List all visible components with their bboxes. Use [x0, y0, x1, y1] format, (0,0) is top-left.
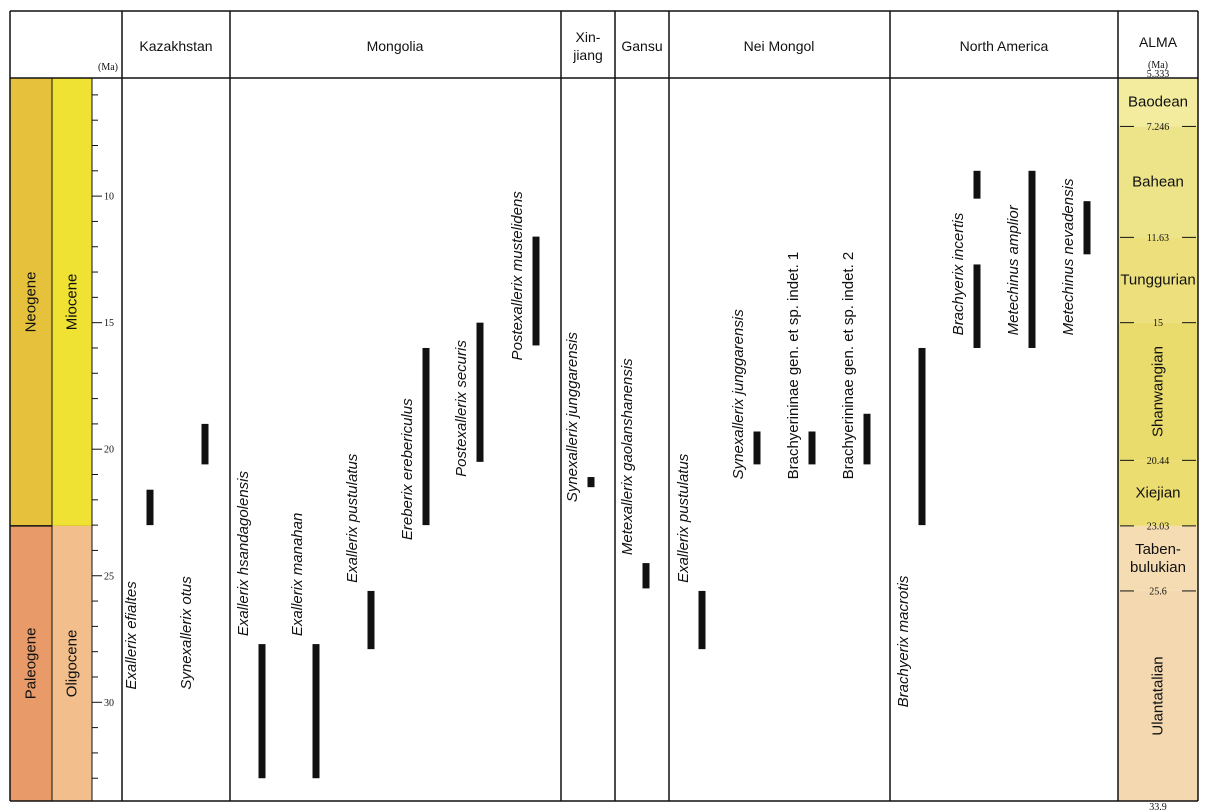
taxon-label-synexallerix-otus: Synexallerix otus — [178, 576, 195, 690]
taxon-label-metexallerix-gaolanshanensis: Metexallerix gaolanshanensis — [619, 358, 636, 556]
range-bar-brachyerix-macrotis — [919, 348, 926, 525]
range-bar-ereberix-erebericulus — [423, 348, 430, 525]
range-bar-metechinus-nevadensis — [1084, 201, 1091, 254]
region-header-gansu: Gansu — [621, 38, 663, 54]
range-bar-exallerix-efialtes — [147, 490, 154, 525]
range-bar-synexallerix-junggarensis — [754, 431, 761, 464]
alma-stage-label-ulantatalian: Ulantatalian — [1149, 656, 1167, 736]
taxon-label-exallerix-manahan: Exallerix manahan — [289, 512, 306, 637]
taxon-label-brachyerininae-gen-et-sp-indet-1: Brachyerininae gen. et sp. indet. 1 — [785, 251, 802, 480]
range-bar-metechinus-amplior — [1029, 171, 1036, 348]
taxon-label-ereberix-erebericulus: Ereberix erebericulus — [399, 398, 416, 541]
taxon-label-metechinus-amplior: Metechinus amplior — [1005, 205, 1022, 336]
epoch-column — [52, 78, 92, 801]
alma-boundary-label: 25.6 — [1149, 586, 1167, 598]
alma-boundary-label: 11.63 — [1146, 232, 1170, 244]
alma-boundary-label: 15 — [1153, 318, 1163, 330]
taxon-label-exallerix-pustulatus: Exallerix pustulatus — [675, 453, 692, 583]
tick-label: 10 — [104, 191, 114, 203]
range-bar-brachyerininae-gen-et-sp-indet-2 — [864, 414, 871, 465]
alma-boundary-label: 5.333 — [1146, 69, 1170, 80]
range-bar-brachyerix-incertis — [974, 171, 981, 199]
epoch-label-oligocene: Oligocene — [63, 629, 81, 698]
time-scale — [92, 95, 114, 778]
range-bar-exallerix-pustulatus — [368, 591, 375, 649]
taxon-label-brachyerix-macrotis: Brachyerix macrotis — [895, 575, 912, 708]
range-bar-postexallerix-securis — [477, 323, 484, 462]
range-bar-postexallerix-mustelidens — [533, 237, 540, 346]
taxon-label-postexallerix-mustelidens: Postexallerix mustelidens — [509, 191, 526, 361]
taxon-ranges — [123, 171, 1091, 778]
alma-boundary-label: 33.9 — [1149, 802, 1167, 812]
taxon-label-synexallerix-junggarensis: Synexallerix junggarensis — [730, 309, 747, 480]
range-bar-brachyerix-incertis — [974, 264, 981, 348]
region-header-xinjiang: Xin- — [575, 29, 601, 45]
alma-stage-label-taben: Taben- — [1135, 540, 1181, 558]
taxon-label-postexallerix-securis: Postexallerix securis — [453, 340, 470, 477]
alma-stage-label-baodean: Baodean — [1127, 93, 1189, 111]
alma-boundary-label: 20.44 — [1146, 455, 1170, 467]
range-bar-synexallerix-junggarensis — [588, 477, 595, 487]
range-bar-exallerix-hsandagolensis — [259, 644, 266, 778]
range-bar-metexallerix-gaolanshanensis — [643, 563, 650, 588]
period-label-paleogene: Paleogene — [22, 627, 40, 700]
tick-label: 15 — [104, 318, 114, 330]
range-bar-exallerix-pustulatus — [699, 591, 706, 649]
taxon-label-brachyerix-incertis: Brachyerix incertis — [950, 212, 967, 336]
tick-label: 30 — [104, 697, 114, 709]
region-header-north-america: North America — [959, 38, 1049, 54]
region-header-xinjiang-line2: jiang — [573, 47, 603, 63]
period-label-neogene: Neogene — [22, 271, 40, 333]
region-header-nei-mongol: Nei Mongol — [743, 38, 815, 54]
epoch-label-miocene: Miocene — [63, 273, 81, 331]
region-header-mongolia: Mongolia — [366, 38, 424, 54]
alma-header-unit: (Ma) — [1148, 60, 1168, 71]
alma-stage-label-xiejian: Xiejian — [1135, 484, 1181, 502]
alma-column — [1118, 69, 1198, 812]
alma-stage-label-tunggurian: Tunggurian — [1120, 271, 1196, 289]
range-bar-exallerix-manahan — [313, 644, 320, 778]
alma-header-title: ALMA — [1138, 34, 1178, 50]
ma-unit-label: (Ma) — [98, 62, 118, 73]
alma-boundary-label: 23.03 — [1146, 521, 1170, 533]
range-bar-brachyerininae-gen-et-sp-indet-1 — [809, 431, 816, 464]
alma-boundary-label: 7.246 — [1146, 121, 1170, 133]
taxon-label-exallerix-pustulatus: Exallerix pustulatus — [344, 453, 361, 583]
range-bar-synexallerix-otus — [202, 424, 209, 464]
alma-stage-label-shanwangian: Shanwangian — [1149, 346, 1167, 437]
taxon-label-synexallerix-junggarensis: Synexallerix junggarensis — [564, 332, 581, 503]
taxon-label-exallerix-efialtes: Exallerix efialtes — [123, 581, 140, 690]
alma-stage-label-line2: bulukian — [1130, 558, 1186, 576]
taxon-label-brachyerininae-gen-et-sp-indet-2: Brachyerininae gen. et sp. indet. 2 — [840, 251, 857, 480]
alma-stage-label-bahean: Bahean — [1132, 173, 1184, 191]
tick-label: 25 — [104, 571, 114, 583]
taxon-label-metechinus-nevadensis: Metechinus nevadensis — [1060, 178, 1077, 336]
taxon-label-exallerix-hsandagolensis: Exallerix hsandagolensis — [235, 470, 252, 637]
region-header-kazakhstan: Kazakhstan — [139, 38, 213, 54]
tick-label: 20 — [104, 444, 114, 456]
